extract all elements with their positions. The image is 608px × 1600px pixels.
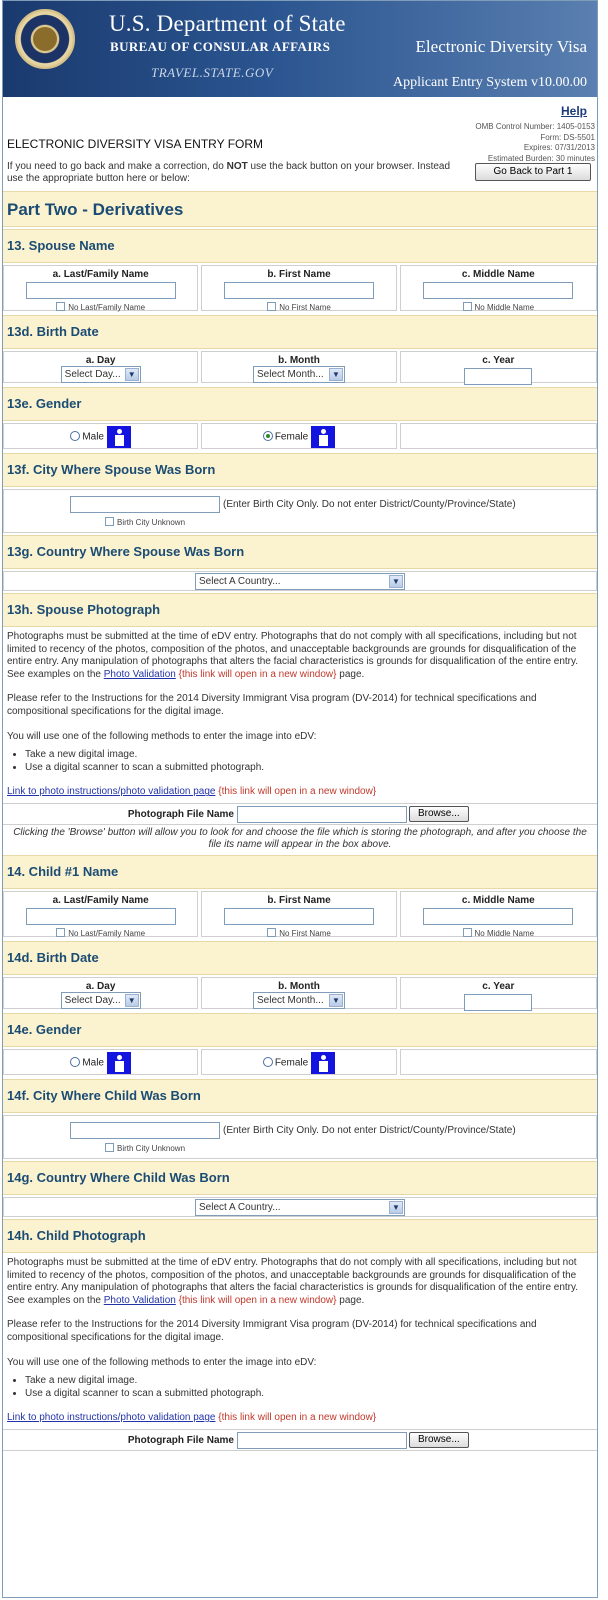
spouse-year-cell [400, 351, 597, 383]
no-middle-name-row: No Middle Name [401, 302, 596, 312]
spouse-city-header: 13f. City Where Spouse Was Born [3, 453, 597, 487]
spouse-gender-fields [3, 421, 597, 451]
chevron-down-icon: ▼ [389, 575, 403, 588]
chevron-down-icon: ▼ [329, 994, 343, 1007]
spouse-female-cell: Female [201, 423, 396, 449]
department-seal-icon [15, 9, 75, 69]
app-title: Electronic Diversity Visa [415, 37, 587, 56]
child-name-fields [3, 889, 597, 939]
photo-instructions-link[interactable]: Link to photo instructions/photo validation page [7, 786, 216, 798]
spouse-last-name-input[interactable] [26, 282, 176, 299]
photo-instructions-link[interactable]: Link to photo instructions/photo validation page [7, 1412, 216, 1424]
travel-site-label: TRAVEL.STATE.GOV [151, 65, 274, 80]
child-last-name-input[interactable] [26, 908, 176, 925]
male-person-icon [107, 1052, 131, 1074]
browse-note: Clicking the 'Browse' button will allow you to look for and choose the file which is storing the photograph, and after you choose the file its name will appear in the box above. [13, 826, 587, 850]
spouse-middle-name-cell [400, 265, 597, 311]
spouse-photo-instructions: Photographs must be submitted at the time of eDV entry. Photographs that do not comply with all specifications, including but not limited to recency of the photos, composition of the photos, and unacceptable backgrounds are grounds for disqualification of the entire entry. Any manipulation of photographs that alters the facial characteristics is grounds for disqualification of the entire entry. See examples on the Photo Validation {this link will open in a new window} page. Please refer to the Instructions for the 2014 Diversity Immigrant Visa program (DV-2014) for technical specifications and compositional specifications for the digital image. You will use one of the following methods to enter the image into eDV: • Take a new digital image. • Use a digital scanner to scan a submitted photograph. Link to photo instructions/photo validation page {this link will open in a new window} [3, 627, 597, 799]
help-row [3, 97, 597, 119]
spouse-first-name-cell [201, 265, 396, 311]
child-gender-fields [3, 1047, 597, 1077]
child-middle-name-cell: c. Middle Name No Middle Name [400, 891, 597, 937]
omb-expires: Expires: 07/31/2013 [523, 143, 595, 152]
site-header [3, 1, 597, 97]
child-name-header: 14. Child #1 Name [3, 855, 597, 889]
spouse-no-first-name-checkbox[interactable] [267, 302, 276, 311]
child-photo-file-input[interactable] [237, 1432, 407, 1449]
list-item: • Take a new digital image. [25, 749, 593, 762]
child-day-select[interactable]: Select Day... ▼ [61, 992, 141, 1009]
photo-validation-link[interactable]: Photo Validation [103, 1294, 176, 1306]
month-label: b. Month [278, 355, 320, 366]
spouse-city-unknown-checkbox[interactable] [105, 517, 114, 526]
chevron-down-icon: ▼ [389, 1201, 403, 1214]
spouse-photo-header: 13h. Spouse Photograph [3, 593, 597, 627]
form-title-row [3, 119, 597, 163]
child-gender-header: 14e. Gender [3, 1013, 597, 1047]
chevron-down-icon: ▼ [329, 368, 343, 381]
child-country-cell [3, 1197, 597, 1217]
spouse-last-name-cell [3, 265, 198, 311]
spouse-male-radio[interactable] [70, 431, 80, 441]
form-title: ELECTRONIC DIVERSITY VISA ENTRY FORM [7, 137, 264, 151]
spouse-city-cell: (Enter Birth City Only. Do not enter District/County/Province/State) Birth City Unknown [3, 489, 597, 533]
child-photo-file-row: Photograph File Name Browse... [3, 1429, 597, 1451]
spouse-gender-empty-cell [400, 423, 597, 449]
spouse-gender-header: 13e. Gender [3, 387, 597, 421]
child-female-cell: Female [201, 1049, 396, 1075]
chevron-down-icon: ▼ [125, 994, 139, 1007]
list-item: • Use a digital scanner to scan a submitted photograph. [25, 762, 593, 775]
no-last-name-row: No Last/Family Name [4, 302, 197, 312]
child-first-name-input[interactable] [224, 908, 374, 925]
list-item: • Take a new digital image. [25, 1375, 593, 1388]
child-gender-empty-cell [400, 1049, 597, 1075]
spouse-year-input[interactable] [464, 368, 532, 385]
child-day-cell: a. Day Select Day... ▼ [3, 977, 198, 1009]
spouse-browse-button[interactable]: Browse... [409, 806, 469, 822]
omb-info [475, 122, 595, 164]
child-female-radio[interactable] [263, 1057, 273, 1067]
child-photo-header: 14h. Child Photograph [3, 1219, 597, 1253]
child-city-unknown-checkbox[interactable] [105, 1143, 114, 1152]
omb-burden: Estimated Burden: 30 minutes [487, 153, 595, 163]
spouse-female-radio[interactable] [263, 431, 273, 441]
spouse-day-select[interactable]: Select Day... ▼ [61, 366, 141, 383]
go-back-button[interactable]: Go Back to Part 1 [475, 163, 591, 181]
omb-form: Form: DS-5501 [540, 132, 595, 142]
child-first-name-cell: b. First Name No First Name [201, 891, 396, 937]
photo-file-label: Photograph File Name [127, 809, 234, 821]
child-male-cell: Male [3, 1049, 198, 1075]
child-city-input[interactable] [70, 1122, 220, 1139]
child-male-radio[interactable] [70, 1057, 80, 1067]
spouse-month-select[interactable]: Select Month... ▼ [253, 366, 345, 383]
child-no-last-name-checkbox[interactable] [56, 928, 65, 937]
part-title: Part Two - Derivatives [3, 191, 597, 227]
spouse-male-cell: Male [3, 423, 198, 449]
list-item: • Use a digital scanner to scan a submitted photograph. [25, 1388, 593, 1401]
male-person-icon [107, 426, 131, 448]
spouse-first-name-input[interactable] [224, 282, 374, 299]
child-city-cell: (Enter Birth City Only. Do not enter District/County/Province/State) Birth City Unknown [3, 1115, 597, 1159]
first-name-label: b. First Name [267, 269, 331, 280]
spouse-country-cell [3, 571, 597, 591]
omb-control: OMB Control Number: 1405-0153 [475, 122, 595, 131]
child-last-name-cell: a. Last/Family Name No Last/Family Name [3, 891, 198, 937]
city-note: (Enter Birth City Only. Do not enter District/County/Province/State) [223, 499, 516, 511]
spouse-birth-date-header: 13d. Birth Date [3, 315, 597, 349]
last-name-label: a. Last/Family Name [52, 269, 149, 280]
spouse-photo-file-row [3, 803, 597, 825]
child-no-middle-name-checkbox[interactable] [463, 928, 472, 937]
middle-name-label: c. Middle Name [461, 269, 535, 280]
spouse-no-last-name-checkbox[interactable] [56, 302, 65, 311]
department-title: U.S. Department of State [109, 11, 346, 36]
entry-system-version: Applicant Entry System v10.00.00 [392, 75, 587, 90]
spouse-country-select[interactable]: Select A Country... ▼ [195, 573, 405, 590]
child-year-input[interactable] [464, 994, 532, 1011]
spouse-birth-date-fields [3, 349, 597, 385]
child-month-cell: b. Month Select Month... ▼ [201, 977, 396, 1009]
child-year-cell: c. Year [400, 977, 597, 1009]
year-label: c. Year [482, 355, 515, 366]
spouse-day-cell [3, 351, 198, 383]
child-browse-button[interactable]: Browse... [409, 1432, 469, 1448]
help-link[interactable]: Help [560, 104, 587, 118]
child-birth-date-header: 14d. Birth Date [3, 941, 597, 975]
child-birth-date-fields [3, 975, 597, 1011]
photo-validation-link[interactable]: Photo Validation [103, 668, 176, 680]
child-photo-instructions: Photographs must be submitted at the time of eDV entry. Photographs that do not comply with all specifications, including but not limited to recency of the photos, composition of the photos, and unacceptable backgrounds are grounds for disqualification of the entire entry. Any manipulation of photographs that alters the facial characteristics is grounds for disqualification of the entire entry. See examples on the Photo Validation {this link will open in a new window} page. Please refer to the Instructions for the 2014 Diversity Immigrant Visa program (DV-2014) for technical specifications and compositional specifications for the digital image. You will use one of the following methods to enter the image into eDV: • Take a new digital image. • Use a digital scanner to scan a submitted photograph. Link to photo instructions/photo validation page {this link will open in a new window} [3, 1253, 597, 1425]
child-no-first-name-checkbox[interactable] [267, 928, 276, 937]
spouse-middle-name-input[interactable] [423, 282, 573, 299]
page-frame [2, 0, 598, 1598]
day-label: a. Day [85, 355, 116, 366]
back-instruction: If you need to go back and make a correction, do NOT use the back button on your browser. Instead use the appropriate button here or below: [7, 161, 451, 184]
child-country-select[interactable]: Select A Country... ▼ [195, 1199, 405, 1216]
spouse-name-header: 13. Spouse Name [3, 229, 597, 263]
spouse-photo-file-input[interactable] [237, 806, 407, 823]
female-person-icon [311, 1052, 335, 1074]
no-first-name-row: No First Name [202, 302, 395, 312]
child-city-header: 14f. City Where Child Was Born [3, 1079, 597, 1113]
spouse-city-input[interactable] [70, 496, 220, 513]
female-person-icon [311, 426, 335, 448]
spouse-no-middle-name-checkbox[interactable] [463, 302, 472, 311]
child-country-header: 14g. Country Where Child Was Born [3, 1161, 597, 1195]
spouse-month-cell [201, 351, 396, 383]
navigation-row [3, 159, 597, 191]
spouse-country-header: 13g. Country Where Spouse Was Born [3, 535, 597, 569]
chevron-down-icon: ▼ [125, 368, 139, 381]
child-middle-name-input[interactable] [423, 908, 573, 925]
spouse-name-fields [3, 263, 597, 313]
child-month-select[interactable]: Select Month... ▼ [253, 992, 345, 1009]
bureau-title: BUREAU OF CONSULAR AFFAIRS [110, 39, 331, 54]
